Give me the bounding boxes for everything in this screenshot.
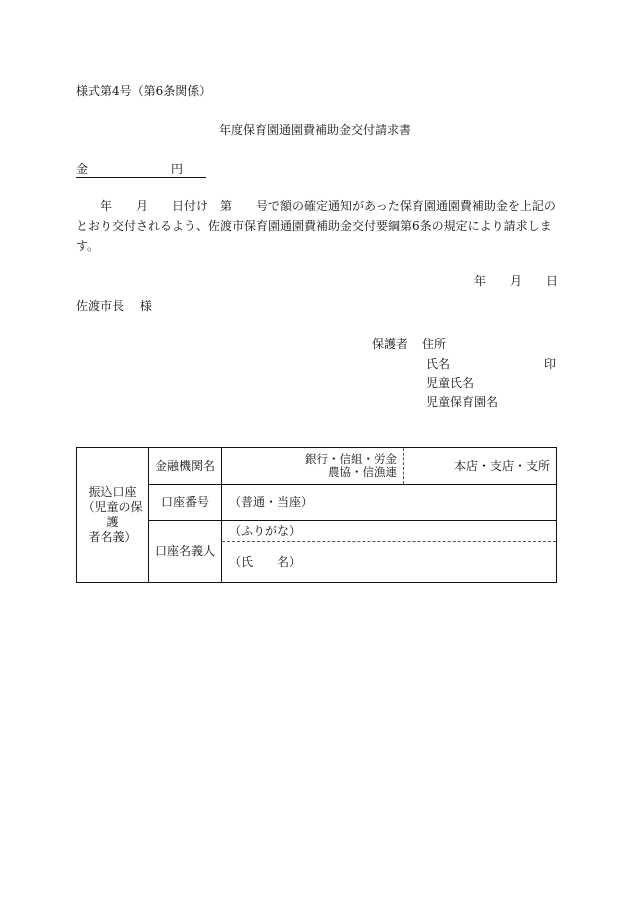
amount-suffix: 円 <box>171 162 184 176</box>
transfer-account-label-line-3: 者名義） <box>88 530 137 544</box>
transfer-account-label-line-2: （児童の保護 <box>82 500 143 529</box>
branch-types: 本店・支店・支所 <box>453 458 550 473</box>
guardian-address-label: 住所 <box>422 337 447 351</box>
child-name-label: 児童氏名 <box>426 376 475 390</box>
account-number-field[interactable]: （普通・当座） <box>222 485 557 521</box>
account-number-label: 口座番号 <box>149 485 222 521</box>
bank-types-line-1: 銀行・信組・労金 <box>305 452 397 466</box>
transfer-account-label-line-1: 振込口座 <box>88 485 137 499</box>
account-holder-field[interactable] <box>222 521 557 583</box>
guardian-name-label: 氏名 <box>426 357 451 371</box>
institution-label: 金融機関名 <box>149 448 222 485</box>
holder-name-field[interactable]: （氏 名） <box>229 555 302 569</box>
amount-field[interactable] <box>76 161 206 178</box>
body-line-2: とおり交付されるよう、佐渡市保育園通園費補助金交付要綱第6条の規定により請求しま <box>76 219 552 233</box>
date-line: 年 月 日 <box>474 274 559 288</box>
account-holder-label: 口座名義人 <box>149 521 222 583</box>
school-name-label: 児童保育園名 <box>426 395 499 409</box>
institution-field[interactable] <box>222 448 557 485</box>
furigana-field[interactable]: （ふりがな） <box>222 521 556 542</box>
seal-mark: 印 <box>544 357 557 371</box>
body-line-1: 年 月 日付け 第 号で額の確定通知があった保育園通園費補助金を上記の <box>76 199 556 213</box>
bank-types-line-2: 農協・信漁連 <box>328 465 397 479</box>
guardian-label: 保護者 <box>372 337 409 351</box>
form-number: 様式第4号（第6条関係） <box>76 84 212 98</box>
amount-prefix: 金 <box>76 162 89 176</box>
request-body-text <box>76 196 556 256</box>
bank-account-table <box>76 447 557 583</box>
transfer-account-label <box>77 448 149 583</box>
addressee: 佐渡市長 様 <box>76 299 152 313</box>
bank-types <box>222 448 404 484</box>
body-line-3: す。 <box>76 239 100 253</box>
document-title: 年度保育園通園費補助金交付請求書 <box>218 123 411 137</box>
